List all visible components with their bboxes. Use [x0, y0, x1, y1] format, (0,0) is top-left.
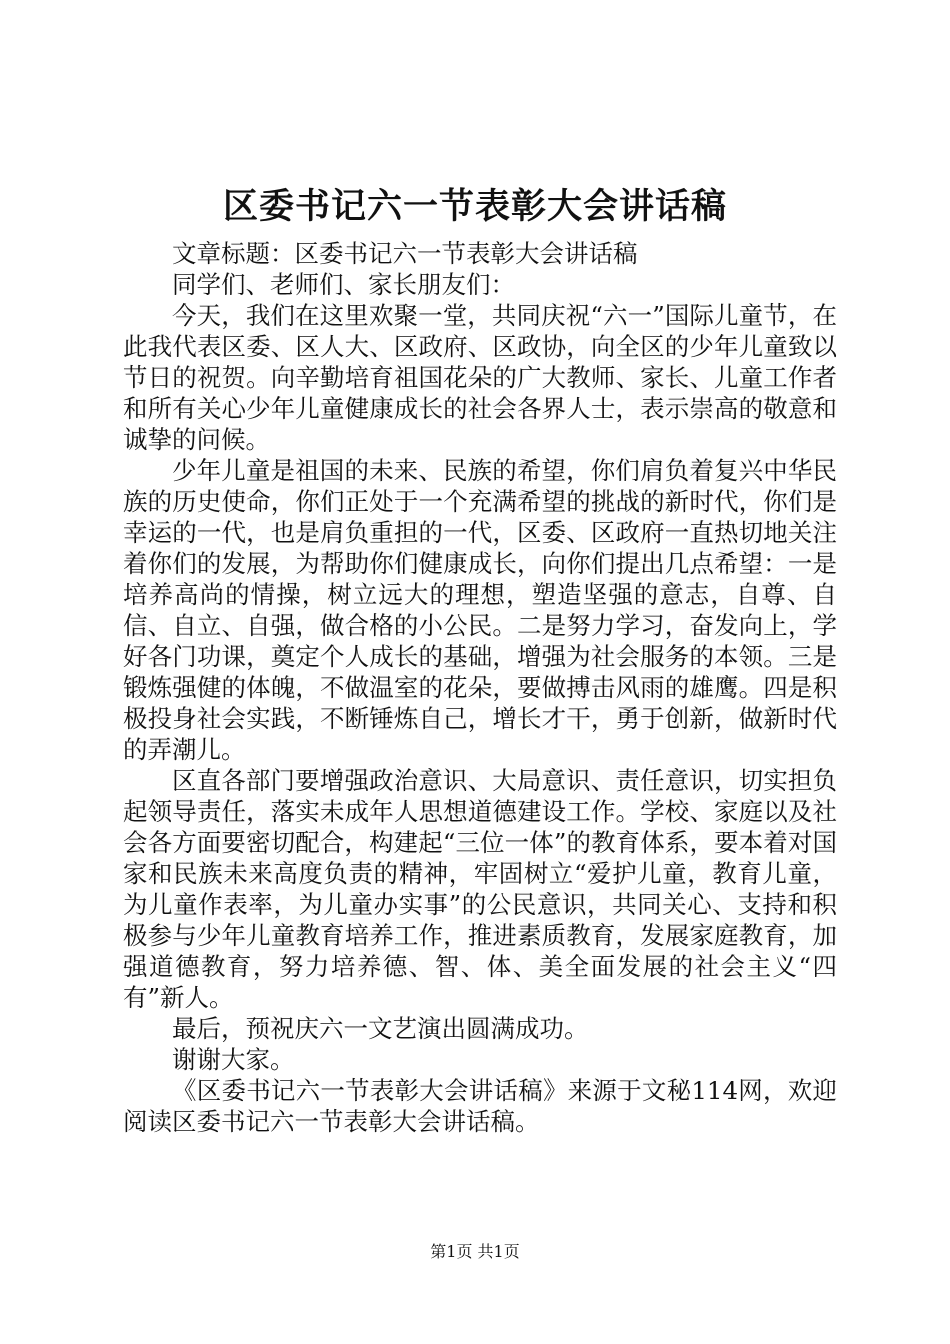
paragraph-closing-wish: 最后，预祝庆六一文艺演出圆满成功。	[172, 1014, 589, 1043]
document-title: 区委书记六一节表彰大会讲话稿	[222, 186, 727, 227]
paragraph-departments: 区直各部门要增强政治意识、大局意识、责任意识，切实担负起领导责任，落实未成年人思想道德建设工作。学校、家庭以及社会各方面要密切配合，构建起“三位一体”的教育体系，要本着对国家和民族未来高度负责的精神，牢固树立“爱护儿童，教育儿童，为儿童作表率，为儿童办实事”的公民意识，共同关心、支持和积极参与少年儿童教育培养工作，推进素质教育，发展家庭教育，加强道德教育，努力培养德、智、体、美全面发展的社会主义“四有”新人。	[123, 766, 837, 1012]
paragraph-hopes: 少年儿童是祖国的未来、民族的希望，你们肩负着复兴中华民族的历史使命，你们正处于一个充满希望的挑战的新时代，你们是幸运的一代，也是肩负重担的一代，区委、区政府一直热切地关注着你们的发展，为帮助你们健康成长，向你们提出几点希望：一是培养高尚的情操，树立远大的理想，塑造坚强的意志，自尊、自信、自立、自强，做合格的小公民。二是努力学习，奋发向上，学好各门功课，奠定个人成长的基础，增强为社会服务的本领。三是锻炼强健的体魄，不做温室的花朵，要做搏击风雨的雄鹰。四是积极投身社会实践，不断锤炼自己，增长才干，勇于创新，做新时代的弄潮儿。	[123, 456, 837, 764]
paragraph-salutation: 同学们、老师们、家长朋友们：	[172, 270, 515, 299]
paragraph-source: 《区委书记六一节表彰大会讲话稿》来源于文秘114网，欢迎阅读区委书记六一节表彰大会讲话稿。	[123, 1076, 837, 1136]
document-body	[123, 238, 837, 1137]
paragraph-article-title: 文章标题：区委书记六一节表彰大会讲话稿	[172, 239, 638, 268]
paragraph-greeting: 今天，我们在这里欢聚一堂，共同庆祝“六一”国际儿童节，在此我代表区委、区人大、区政府、区政协，向全区的少年儿童致以节日的祝贺。向辛勤培育祖国花朵的广大教师、家长、儿童工作者和所有关心少年儿童健康成长的社会各界人士，表示崇高的敬意和诚挚的问候。	[123, 301, 837, 454]
paragraph-thanks: 谢谢大家。	[172, 1045, 295, 1074]
page-footer: 第1页 共1页	[430, 1242, 520, 1261]
